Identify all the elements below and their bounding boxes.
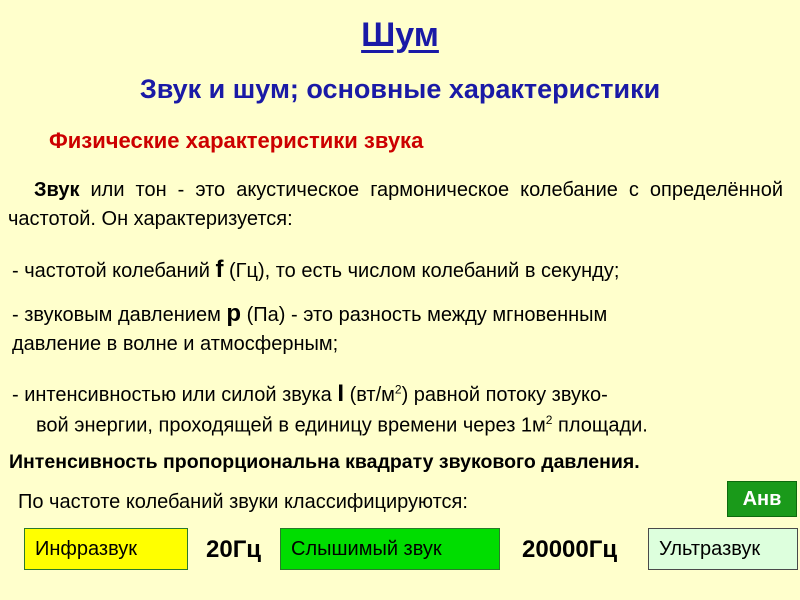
intensity-line2-end: площади. bbox=[552, 414, 648, 437]
freq-20000hz: 20000Гц bbox=[522, 536, 618, 563]
item-pressure-suffix: (Па) - это разность между мгновенным bbox=[241, 304, 608, 326]
intensity-unit: (вт/м bbox=[344, 384, 395, 406]
ultrasound-box bbox=[648, 528, 798, 570]
freq-20hz: 20Гц bbox=[206, 536, 262, 563]
item-pressure bbox=[12, 300, 607, 328]
infrasound-box bbox=[24, 528, 188, 570]
audible-sound-label: Слышимый звук bbox=[291, 537, 442, 560]
infrasound-label: Инфразвук bbox=[35, 537, 138, 560]
audible-sound-box bbox=[280, 528, 500, 570]
emphasis-statement: Интенсивность пропорциональна квадрату звукового давления. bbox=[9, 451, 640, 473]
item-intensity-prefix: - интенсивностью или силой звука bbox=[12, 384, 338, 406]
page-subtitle: Звук и шум; основные характеристики bbox=[139, 74, 661, 104]
intro-paragraph bbox=[8, 176, 783, 234]
item-intensity bbox=[12, 380, 608, 408]
ultrasound-label: Ультразвук bbox=[659, 537, 761, 560]
frequency-symbol: f bbox=[215, 256, 224, 283]
item-intensity-suffix: ) равной потоку звуко- bbox=[401, 384, 608, 406]
item-pressure-prefix: - звуковым давлением bbox=[12, 304, 227, 326]
pressure-symbol: p bbox=[226, 300, 242, 327]
classification-text: По частоте колебаний звуки классифицируются: bbox=[18, 491, 468, 513]
item-pressure-line2: давление в волне и атмосферным; bbox=[12, 333, 339, 355]
page-title: Шум bbox=[361, 16, 439, 54]
intensity-line2-text: вой энергии, проходящей в единицу времени через 1м bbox=[36, 414, 546, 437]
intensity-symbol: I bbox=[337, 380, 345, 407]
intro-text: или тон - это акустическое гармоническое колебание с определённой частотой. Он характеризуется: bbox=[8, 179, 783, 230]
intro-term: Звук bbox=[34, 179, 80, 201]
section-title: Физические характеристики звука bbox=[49, 128, 424, 153]
intensity-line2-sup: 2 bbox=[545, 413, 553, 427]
intensity-unit-sup: 2 bbox=[394, 382, 402, 397]
item-frequency-prefix: - частотой колебаний bbox=[12, 260, 216, 282]
anv-button[interactable]: Анв bbox=[727, 481, 797, 517]
item-intensity-line2 bbox=[36, 413, 648, 438]
item-frequency-suffix: (Гц), то есть числом колебаний в секунду; bbox=[223, 260, 620, 282]
item-frequency bbox=[12, 256, 619, 284]
